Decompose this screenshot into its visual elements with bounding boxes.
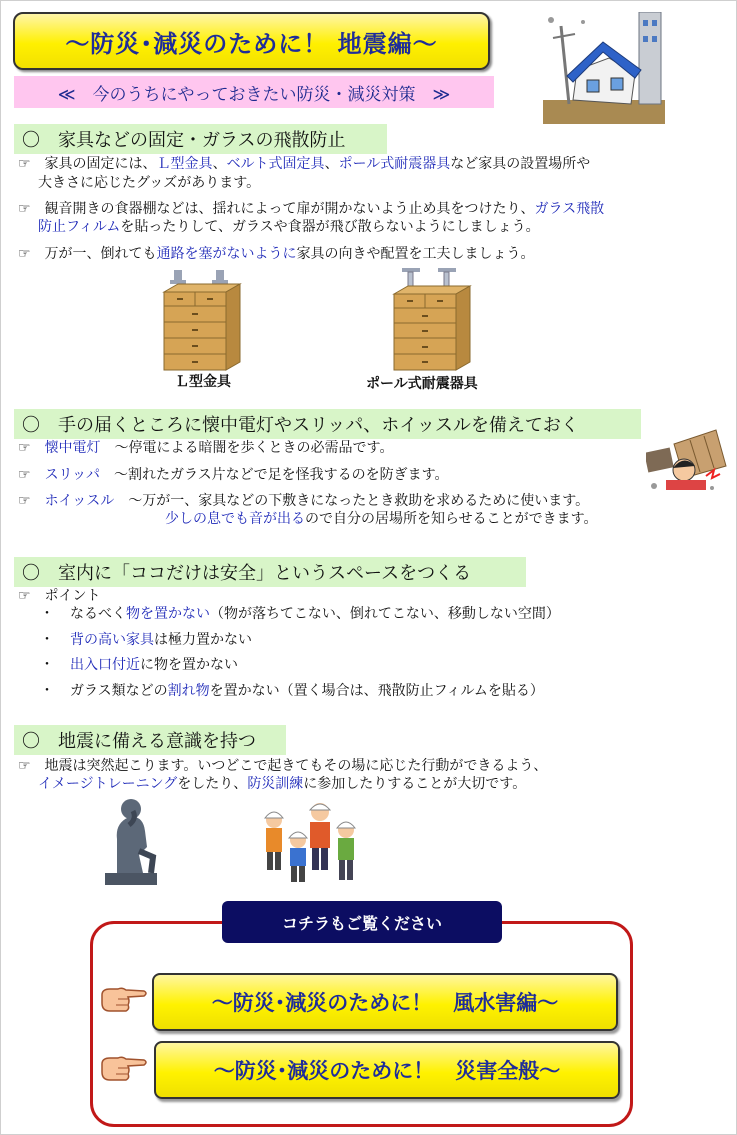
section-heading-text: 〇 室内に「ココだけは安全」というスペースをつくる	[22, 563, 472, 584]
highlight-text: Ｌ型金具	[156, 156, 213, 172]
highlight-text: スリッパ	[44, 467, 101, 483]
body-text: ☞ 地震は突然起こります。いつどこで起きてもその場に応じた行動ができるよう、	[18, 758, 548, 774]
body-text: ☞ 万が一、倒れても	[18, 246, 157, 262]
body-text: に物を置かない	[140, 657, 238, 673]
page-title: ～防災･減災のために！ 地震編～	[65, 29, 438, 58]
dresser-pole-illustration	[390, 268, 474, 372]
highlight-text: ホイッスル	[44, 493, 115, 509]
link-general-disaster-button[interactable]	[154, 1041, 620, 1099]
highlight-text: 通路を塞がないように	[156, 246, 297, 262]
section-heading-awareness	[14, 725, 286, 755]
text-line	[38, 218, 540, 236]
body-text: 、	[324, 156, 339, 172]
highlight-text: 出入口付近	[70, 657, 140, 673]
body-text: を置かない（置く場合は、飛散防止フィルムを貼る）	[209, 683, 544, 699]
highlight-text: 背の高い家具	[70, 632, 154, 648]
body-text: ☞ 家具の固定には、	[18, 156, 157, 172]
list-item-whistle	[18, 492, 589, 510]
caption-pole: ポール式耐震器具	[366, 376, 478, 392]
bullet-dot: ・	[40, 683, 54, 699]
highlight-text: ポール式耐震器具	[338, 156, 451, 172]
related-links-tab	[222, 901, 502, 943]
body-text: 家具の向きや配置を工夫しましょう。	[296, 246, 535, 262]
body-text: なるべく	[70, 606, 126, 622]
pointing-hand-icon	[100, 987, 148, 1013]
body-text: 大きさに応じたグッズがあります。	[38, 175, 261, 191]
highlight-text: 物を置かない	[126, 606, 210, 622]
collapsed-house-illustration	[543, 12, 665, 124]
link-general-disaster-label: ～防災･減災のために！ 災害全般～	[213, 1059, 561, 1083]
body-text: ガラス類などの	[70, 683, 168, 699]
highlight-text: 少しの息でも音が出る	[165, 511, 305, 527]
highlight-text: 懐中電灯	[44, 440, 101, 456]
highlight-text: 割れ物	[167, 683, 210, 699]
section-heading-text: 〇 家具などの固定・ガラスの飛散防止	[22, 130, 346, 151]
body-text: ☞	[18, 467, 45, 483]
highlight-text: 防止フィルム	[38, 219, 121, 235]
pointing-hand-icon	[100, 1056, 148, 1082]
text-line	[18, 200, 604, 218]
text-line	[18, 245, 535, 263]
link-wind-flood-button[interactable]	[152, 973, 618, 1031]
body-text: ので自分の居場所を知らせることができます。	[305, 511, 598, 527]
highlight-text: イメージトレーニング	[38, 776, 178, 792]
text-line	[18, 757, 547, 775]
list-item	[70, 656, 238, 674]
text-line	[18, 155, 590, 173]
body-text: ～割れたガラス片などで足を怪我するのを防ぎます。	[100, 467, 449, 483]
body-text: を貼ったりして、ガラスや食器が飛び散らないようにしましょう。	[120, 219, 540, 235]
list-item-slippers	[18, 466, 448, 484]
body-text: ～停電による暗闇を歩くときの必需品です。	[100, 440, 394, 456]
bullet-dot: ・	[40, 657, 54, 673]
text-line	[38, 174, 260, 192]
link-wind-flood-label: ～防災･減災のために！ 風水害編～	[211, 991, 559, 1015]
text-line	[165, 510, 597, 528]
section-heading-text: 〇 手の届くところに懐中電灯やスリッパ、ホイッスルを備えておく	[22, 415, 579, 436]
list-item	[70, 605, 560, 623]
highlight-text: ベルト式固定具	[226, 156, 325, 172]
body-text: など家具の設置場所や	[450, 156, 591, 172]
body-text: ☞ 観音開きの食器棚などは、揺れによって扉が開かないよう止め具をつけたり、	[18, 201, 535, 217]
highlight-text: 防災訓練	[247, 776, 304, 792]
evacuation-group-illustration	[258, 800, 366, 886]
highlight-text: ガラス飛散	[534, 201, 605, 217]
section-heading-safe-space	[14, 557, 526, 587]
body-text: ☞	[18, 493, 45, 509]
thinker-statue-illustration	[103, 795, 159, 887]
section-heading-emergency-items	[14, 409, 641, 439]
subtitle-text: ≪ 今のうちにやっておきたい防災・減災対策 ≫	[57, 84, 451, 105]
body-text: （物が落ちてこない、倒れてこない、移動しない空間）	[210, 606, 560, 622]
caption-l-bracket: Ｌ型金具	[175, 374, 231, 390]
list-item-flashlight	[18, 439, 393, 457]
trapped-person-illustration	[646, 426, 728, 496]
related-links-tab-label: コチラもご覧ください	[281, 913, 442, 933]
dresser-l-bracket-illustration	[160, 270, 244, 372]
list-item	[70, 682, 544, 700]
body-text: 、	[212, 156, 227, 172]
text-line	[38, 775, 526, 793]
section-heading-furniture	[14, 124, 387, 154]
body-text: をしたり、	[177, 776, 248, 792]
body-text: ☞	[18, 440, 45, 456]
point-label: ☞ ポイント	[18, 588, 101, 604]
body-text: ～万が一、家具などの下敷きになったとき救助を求めるために使います。	[114, 493, 590, 509]
page-title-box	[13, 12, 490, 70]
section-heading-text: 〇 地震に備える意識を持つ	[22, 731, 256, 752]
body-text: は極力置かない	[154, 632, 252, 648]
body-text: に参加したりすることが大切です。	[303, 776, 527, 792]
bullet-dot: ・	[40, 606, 54, 622]
subtitle-banner	[14, 76, 494, 108]
list-item	[70, 631, 252, 649]
bullet-dot: ・	[40, 632, 54, 648]
